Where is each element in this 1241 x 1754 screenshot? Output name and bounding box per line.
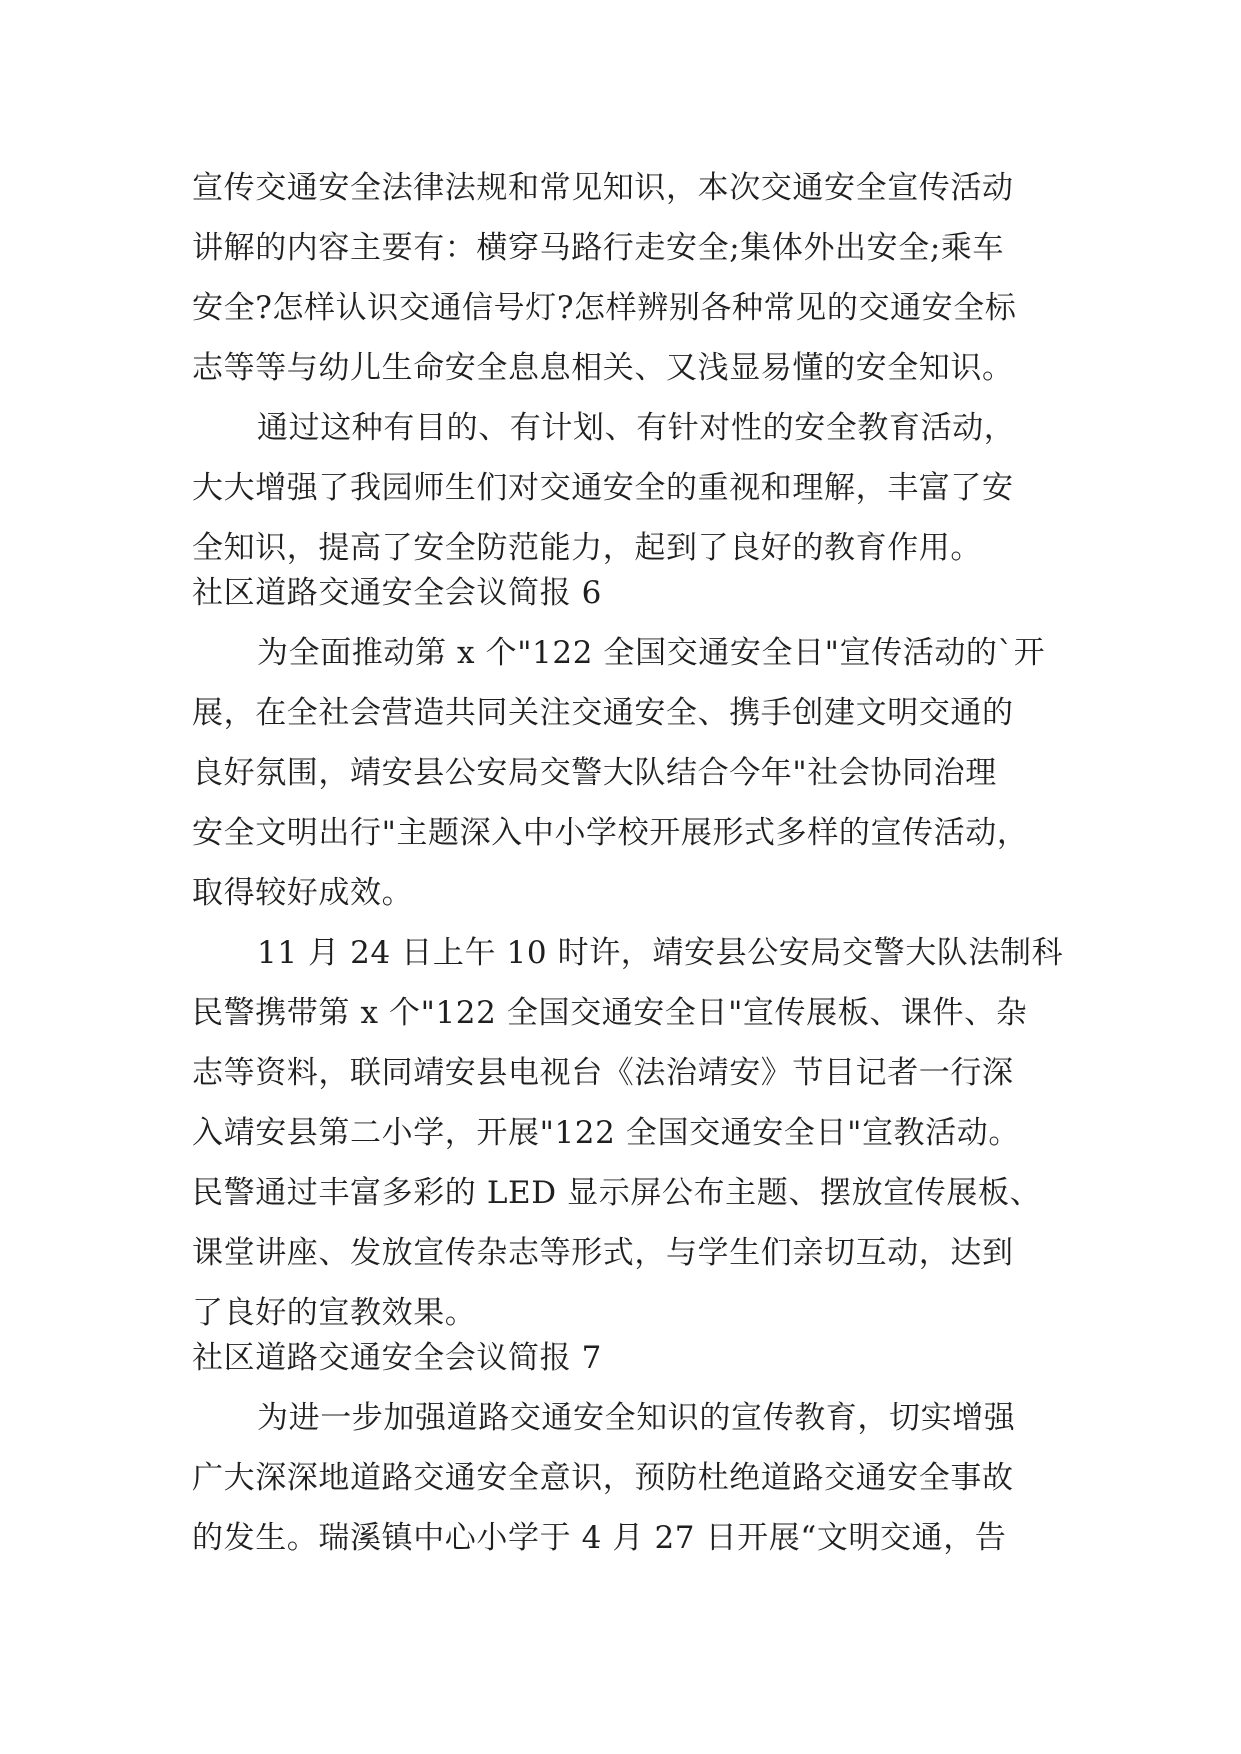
text-line: 11 月 24 日上午 10 时许，靖安县公安局交警大队法制科 — [257, 935, 1064, 971]
text-line: 志等等与幼儿生命安全息息相关、又浅显易懂的安全知识。 — [192, 350, 1014, 386]
text-line: 取得较好成效。 — [192, 875, 414, 911]
text-line: 了良好的宣教效果。 — [192, 1295, 477, 1331]
text-line: 为全面推动第 x 个"122 全国交通安全日"宣传活动的`开 — [257, 635, 1046, 671]
text-line: 民警通过丰富多彩的 LED 显示屏公布主题、摆放宣传展板、 — [192, 1175, 1042, 1211]
text-line: 大大增强了我园师生们对交通安全的重视和理解，丰富了安 — [192, 470, 1014, 506]
text-line: 为进一步加强道路交通安全知识的宣传教育，切实增强 — [257, 1400, 1016, 1436]
section-heading: 社区道路交通安全会议简报 7 — [192, 1340, 602, 1376]
section-heading: 社区道路交通安全会议简报 6 — [192, 575, 602, 611]
text-line: 民警携带第 x 个"122 全国交通安全日"宣传展板、课件、杂 — [192, 995, 1028, 1031]
text-line: 课堂讲座、发放宣传杂志等形式，与学生们亲切互动，达到 — [192, 1235, 1014, 1271]
text-line: 良好氛围，靖安县公安局交警大队结合今年"社会协同治理 — [192, 755, 997, 791]
text-line: 的发生。瑞溪镇中心小学于 4 月 27 日开展“文明交通，告 — [192, 1520, 1007, 1556]
text-line: 通过这种有目的、有计划、有针对性的安全教育活动， — [257, 410, 1016, 446]
text-line: 讲解的内容主要有：横穿马路行走安全;集体外出安全;乘车 — [192, 230, 1005, 266]
text-line: 志等资料，联同靖安县电视台《法治靖安》节目记者一行深 — [192, 1055, 1014, 1091]
text-line: 展，在全社会营造共同关注交通安全、携手创建文明交通的 — [192, 695, 1014, 731]
text-line: 入靖安县第二小学，开展"122 全国交通安全日"宣教活动。 — [192, 1115, 1020, 1151]
text-line: 广大深深地道路交通安全意识，预防杜绝道路交通安全事故 — [192, 1460, 1014, 1496]
text-line: 安全文明出行"主题深入中小学校开展形式多样的宣传活动， — [192, 815, 1029, 851]
text-line: 安全?怎样认识交通信号灯?怎样辨别各种常见的交通安全标 — [192, 290, 1017, 326]
text-line: 全知识，提高了安全防范能力，起到了良好的教育作用。 — [192, 530, 982, 566]
text-line: 宣传交通安全法律法规和常见知识，本次交通安全宣传活动 — [192, 170, 1014, 206]
